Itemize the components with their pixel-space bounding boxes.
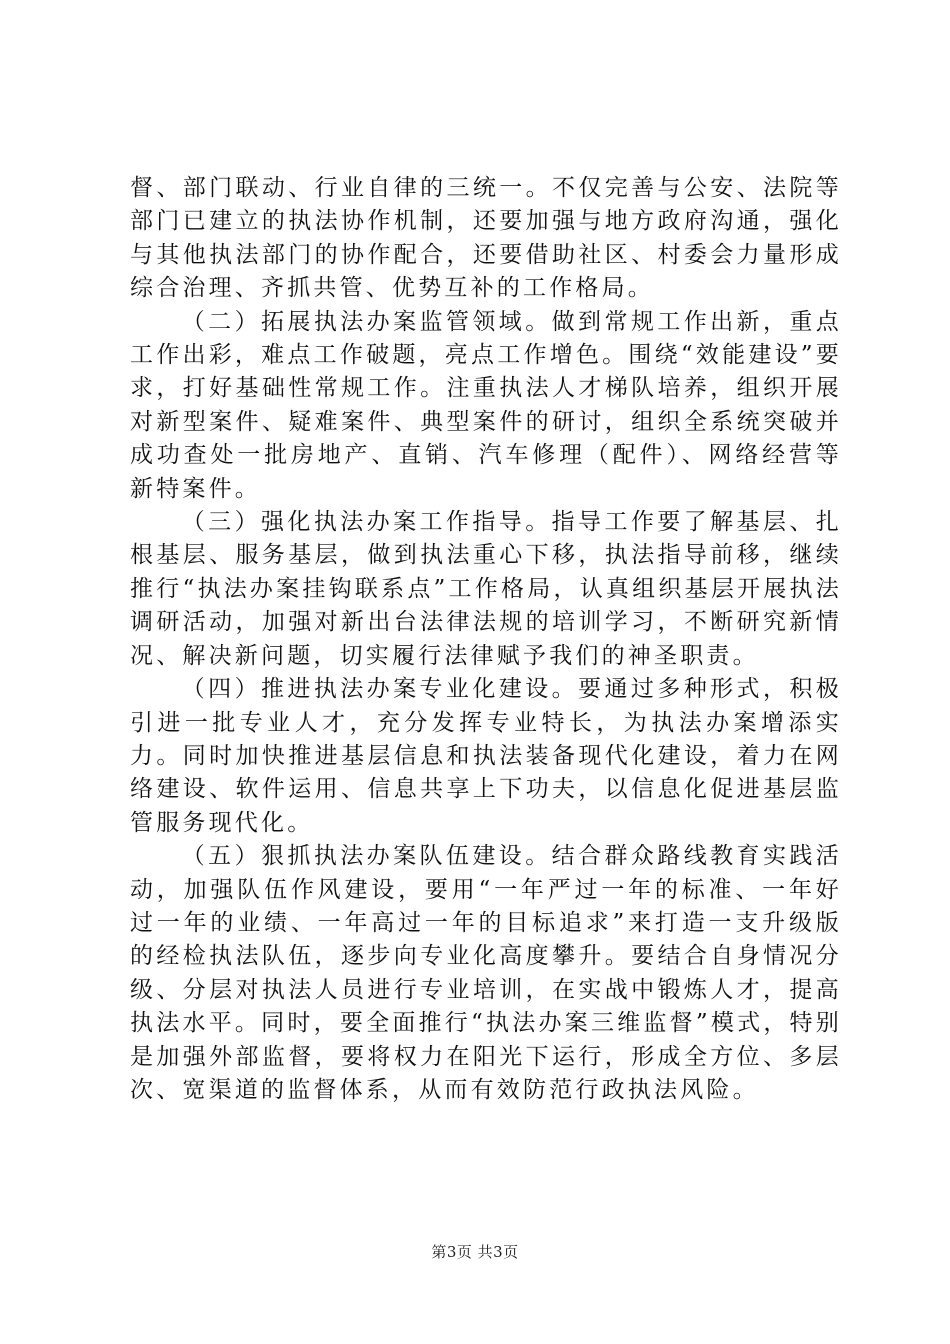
paragraph-section-2: （二）拓展执法办案监管领域。做到常规工作出新，重点工作出彩，难点工作破题，亮点工作增色。围绕“效能建设”要求，打好基础性常规工作。注重执法人才梯队培养，组织开展对新型案件、疑难案件、典型案件的研讨，组织全系统突破并成功查处一批房地产、直销、汽车修理（配件）、网络经营等新特案件。 — [130, 308, 842, 502]
paragraph-continued: 督、部门联动、行业自律的三统一。不仅完善与公安、法院等部门已建立的执法协作机制，还要加强与地方政府沟通，强化与其他执法部门的协作配合，还要借助社区、村委会力量形成综合治理、齐抓共管、优势互补的工作格局。 — [130, 175, 842, 302]
paragraph-section-4: （四）推进执法办案专业化建设。要通过多种形式，积极引进一批专业人才，充分发挥专业特长，为执法办案增添实力。同时加快推进基层信息和执法装备现代化建设，着力在网络建设、软件运用、信息共享上下功夫，以信息化促进基层监管服务现代化。 — [130, 676, 842, 836]
page-number-label: 第3页 共3页 — [431, 1243, 519, 1261]
paragraph-section-3: （三）强化执法办案工作指导。指导工作要了解基层、扎根基层、服务基层，做到执法重心下移，执法指导前移，继续推行“执法办案挂钩联系点”工作格局，认真组织基层开展执法调研活动，加强对新出台法律法规的培训学习，不断研究新情况、解决新问题，切实履行法律赋予我们的神圣职责。 — [130, 509, 842, 669]
page-footer — [0, 1241, 950, 1262]
paragraph-section-5: （五）狠抓执法办案队伍建设。结合群众路线教育实践活动，加强队伍作风建设，要用“一年严过一年的标准、一年好过一年的业绩、一年高过一年的目标追求”来打造一支升级版的经检执法队伍，逐步向专业化高度攀升。要结合自身情况分级、分层对执法人员进行专业培训，在实战中锻炼人才，提高执法水平。同时，要全面推行“执法办案三维监督”模式，特别是加强外部监督，要将权力在阳光下运行，形成全方位、多层次、宽渠道的监督体系，从而有效防范行政执法风险。 — [130, 843, 842, 1103]
document-body — [130, 172, 842, 1107]
